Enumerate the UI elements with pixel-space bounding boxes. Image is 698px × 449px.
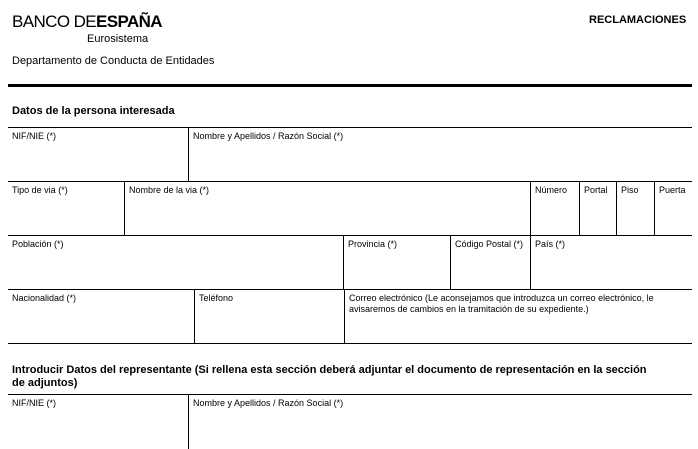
puerta-field[interactable] xyxy=(654,182,692,235)
department-name: Departamento de Conducta de Entidades xyxy=(12,55,215,67)
rep-nif-field[interactable] xyxy=(8,395,188,449)
piso-label: Piso xyxy=(621,185,639,195)
logo-text-bold: ESPAÑA xyxy=(96,12,162,31)
rep-nombre-field[interactable] xyxy=(188,395,692,449)
tipo-via-label: Tipo de via (*) xyxy=(12,185,68,195)
nombre-via-label: Nombre de la via (*) xyxy=(129,185,210,195)
provincia-label: Provincia (*) xyxy=(348,239,398,249)
piso-field[interactable] xyxy=(616,182,654,235)
form-row-location xyxy=(8,236,692,290)
header-divider xyxy=(8,84,692,87)
codigo-postal-field[interactable] xyxy=(450,236,530,289)
poblacion-field[interactable] xyxy=(8,236,343,289)
provincia-field[interactable] xyxy=(343,236,450,289)
tipo-via-field[interactable] xyxy=(8,182,124,235)
rep-nif-label: NIF/NIE (*) xyxy=(12,398,56,408)
logo-text-light: BANCO DE xyxy=(12,12,96,31)
nacionalidad-field[interactable] xyxy=(8,290,194,343)
rep-nombre-label: Nombre y Apellidos / Razón Social (*) xyxy=(193,398,344,408)
form-row-contact xyxy=(8,290,692,344)
telefono-label: Teléfono xyxy=(199,293,234,303)
form-row-rep-identity xyxy=(8,395,692,449)
representante-form-grid xyxy=(8,394,692,449)
document-title: RECLAMACIONES xyxy=(589,14,687,26)
telefono-field[interactable] xyxy=(194,290,344,343)
nombre-via-field[interactable] xyxy=(124,182,530,235)
numero-label: Número xyxy=(535,185,568,195)
poblacion-label: Población (*) xyxy=(12,239,64,249)
form-row-address xyxy=(8,182,692,236)
puerta-label: Puerta xyxy=(659,185,686,195)
nacionalidad-label: Nacionalidad (*) xyxy=(12,293,77,303)
banco-de-espana-logo xyxy=(12,12,162,32)
numero-field[interactable] xyxy=(530,182,579,235)
pais-field[interactable] xyxy=(530,236,692,289)
interesada-form-grid xyxy=(8,127,692,344)
codigo-postal-label: Código Postal (*) xyxy=(455,239,524,249)
nif-label: NIF/NIE (*) xyxy=(12,131,56,141)
correo-label: Correo electrónico (Le aconsejamos que introduzca un correo electrónico, le avisaremos de cambios en la tramitación de su expediente.) xyxy=(349,293,654,314)
section-title-interesada: Datos de la persona interesada xyxy=(12,105,175,117)
section-title-representante: Introducir Datos del representante (Si rellena esta sección deberá adjuntar el documento de representación en la sección de adjuntos) xyxy=(12,364,647,389)
logo-subtitle: Eurosistema xyxy=(87,33,149,45)
portal-field[interactable] xyxy=(579,182,616,235)
nombre-label: Nombre y Apellidos / Razón Social (*) xyxy=(193,131,344,141)
form-row-identity xyxy=(8,128,692,182)
nif-field[interactable] xyxy=(8,128,188,181)
portal-label: Portal xyxy=(584,185,608,195)
correo-field[interactable] xyxy=(344,290,692,343)
nombre-field[interactable] xyxy=(188,128,692,181)
pais-label: País (*) xyxy=(535,239,566,249)
